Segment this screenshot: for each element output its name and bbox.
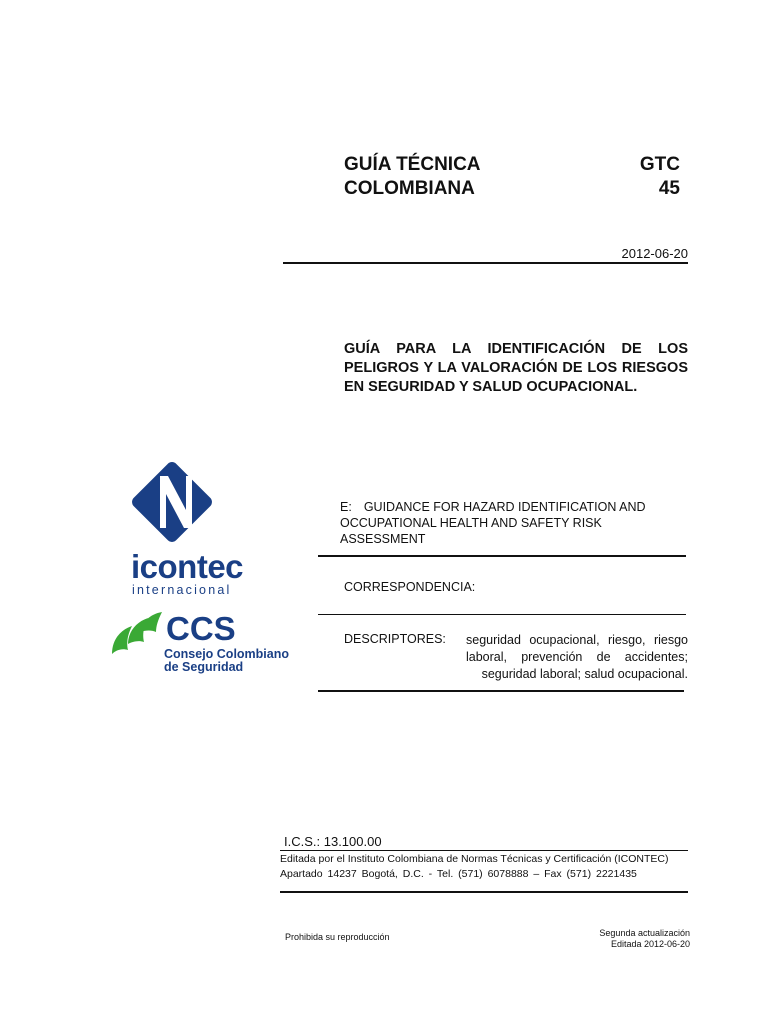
ccs-subtitle-line1: Consejo Colombiano: [164, 647, 289, 661]
icontec-logo: [128, 456, 248, 597]
document-code-line2: 45: [658, 178, 680, 199]
footer-edition-line2: Editada 2012-06-20: [610, 939, 690, 949]
correspondencia-divider: [318, 614, 686, 615]
ccs-wordmark: CCS: [166, 610, 236, 647]
descriptores-value: seguridad ocupacional, riesgo, riesgo laboral, prevención de accidentes; seguridad laboral; salud ocupacional.: [466, 633, 688, 681]
ccs-logo: [106, 608, 296, 678]
english-title: [340, 499, 690, 547]
document-date: 2012-06-20: [621, 246, 688, 261]
edited-by-text: Editada por el Instituto Colombiana de Normas Técnicas y Certificación (ICONTEC): [280, 853, 669, 865]
english-title-prefix: E:: [340, 500, 352, 514]
document-code-line1: GTC: [639, 154, 680, 175]
address-text: Apartado 14237 Bogotá, D.C. - Tel. (571) 6078888 – Fax (571) 2221435: [280, 868, 637, 880]
document-type-line2: COLOMBIANA: [344, 178, 475, 199]
ccs-subtitle-line2: de Seguridad: [164, 660, 244, 674]
document-code: [600, 153, 680, 201]
icontec-wordmark: icontec: [131, 548, 244, 585]
footer-reproduction-notice: Prohibida su reproducción: [285, 932, 390, 942]
guide-title: GUÍA PARA LA IDENTIFICACIÓN DE LOS PELIGROS Y LA VALORACIÓN DE LOS RIESGOS EN SEGURIDAD Y SALUD OCUPACIONAL.: [344, 341, 688, 395]
document-type-title: [344, 153, 481, 201]
document-type-line1: GUÍA TÉCNICA: [344, 154, 481, 175]
ics-code: I.C.S.: 13.100.00: [284, 834, 382, 849]
ccs-leaves-icon: [106, 610, 164, 660]
footer-edition-line1: Segunda actualización: [599, 928, 690, 938]
descriptores-divider: [318, 690, 684, 692]
english-title-text: GUIDANCE FOR HAZARD IDENTIFICATION AND OCCUPATIONAL HEALTH AND SAFETY RISK ASSESSMENT: [340, 500, 646, 546]
header-divider: [283, 262, 688, 264]
correspondencia-label: CORRESPONDENCIA:: [344, 580, 476, 594]
english-title-divider: [318, 555, 686, 557]
icontec-diamond-icon: [128, 456, 248, 546]
ccs-subtitle: [164, 648, 289, 674]
footer-edition-info: [540, 928, 690, 950]
icontec-subtitle: internacional: [132, 583, 232, 597]
publication-divider: [280, 891, 688, 893]
descriptores-label: DESCRIPTORES:: [344, 632, 446, 646]
ics-divider: [280, 850, 688, 851]
